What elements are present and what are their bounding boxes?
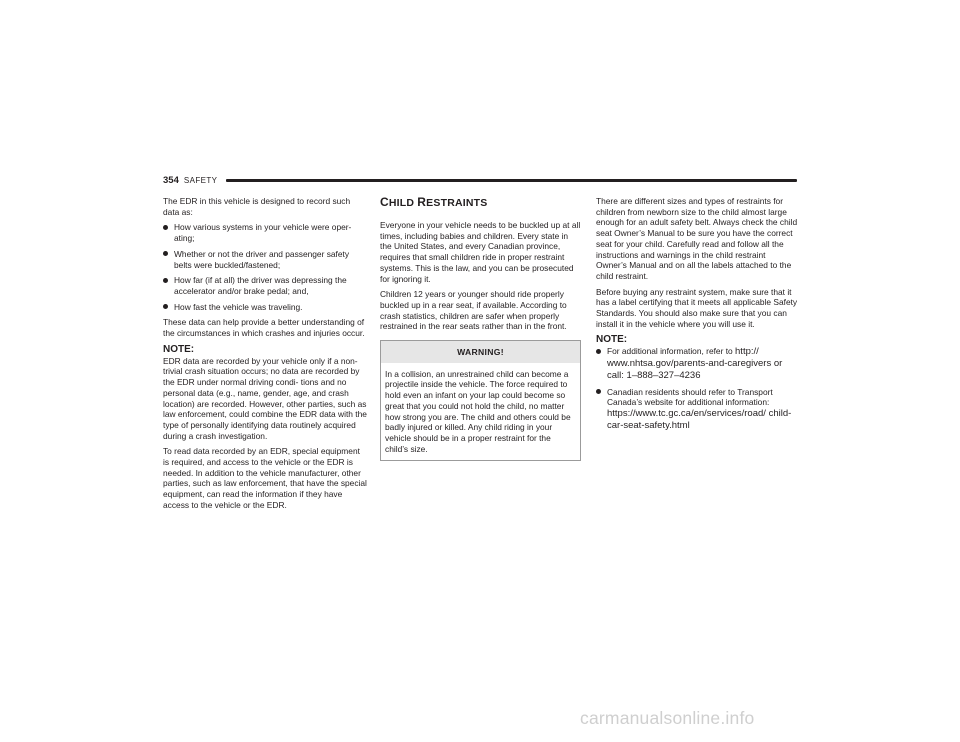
warning-title: WARNING! [381, 341, 580, 363]
watermark: carmanualsonline.info [580, 708, 755, 728]
buying-advice: Before buying any restraint system, make sure that it has a label certifying that it meets all applicable Safety Standards. You should also make sure that you can install it in the vehicle where you will use it. [596, 286, 798, 329]
header-rule [226, 179, 797, 182]
section-title: CHILD RESTRAINTS [380, 195, 488, 209]
bullet-icon [163, 251, 168, 256]
restraints-intro: Everyone in your vehicle needs to be buckled up at all times, including babies and children. Every state in the United States, and every Canadian province, requires that small children ride in proper restraint systems. This is the law, and you can be prosecuted for ignoring it. [380, 220, 581, 284]
bullet-icon [596, 389, 601, 394]
list-item: How various systems in your vehicle were oper- ating; [163, 222, 367, 243]
list-item: For additional information, refer to http:// www.nhtsa.gov/parents-and-caregivers or call: 1–888–327–4236 [596, 346, 798, 381]
edr-purpose: These data can help provide a better understanding of the circumstances in which crashes and injuries occur. [163, 317, 365, 339]
note-heading: NOTE: [596, 334, 628, 346]
edr-intro: The EDR in this vehicle is designed to record such data as: [163, 196, 351, 217]
list-item: Whether or not the driver and passenger safety belts were buckled/fastened; [163, 249, 367, 270]
warning-text: In a collision, an unrestrained child can become a projectile inside the vehicle. The force required to hold even an infant on your lap could become so great that you could not hold the child, no matter how strong you are. The child and others could be badly injured or killed. Any child riding in your vehicle should be in a proper restraint for the child’s size. [385, 368, 571, 454]
note-list [596, 346, 798, 431]
warning-box [380, 340, 581, 461]
bullet-icon [163, 304, 168, 309]
list-item: How fast the vehicle was traveling. [163, 302, 367, 313]
edr-access: To read data recorded by an EDR, special equipment is required, and access to the vehicle or the EDR is needed. In addition to the vehicle manufacturer, other parties, such as law enforcement, that have the special equipment, can read the information if they have access to the vehicle or the EDR. [163, 446, 367, 510]
column-middle [380, 196, 581, 461]
rear-seat-advice: Children 12 years or younger should ride properly buckled up in a rear seat, if available. According to crash statistics, children are safer when properly restrained in the rear seats rather than in the front. [380, 289, 567, 332]
page-number: 354 [163, 174, 179, 186]
page-header [163, 173, 797, 187]
column-left [163, 196, 367, 516]
restraint-types: There are different sizes and types of restraints for children from newborn size to the child almost large enough for an adult safety belt. Always check the child seat Owner’s Manual to be sure you have the correct seat for your child. Carefully read and follow all the instructions and warnings in the child restraint Owner’s Manual and on all the labels attached to the child restraint. [596, 196, 798, 281]
edr-note: EDR data are recorded by your vehicle only if a non-trivial crash situation occurs; no data are recorded by the EDR under normal driving condi- tions and no personal data (e.g., name, gender, age, and crash location) are recorded. However, other parties, such as law enforcement, could combine the EDR data with the type of personally identifying data routinely acquired during a crash investigation. [163, 355, 367, 441]
nhtsa-link: http:// www.nhtsa.gov/parents-and-caregivers or call: 1–888–327–4236 [607, 346, 783, 381]
edr-data-list [163, 222, 367, 312]
section-name: SAFETY [183, 175, 218, 185]
list-item: Canadian residents should refer to Transport Canada’s website for additional information: https://www.tc.gc.ca/en/services/road/ child-car-seat-safety.html [596, 387, 798, 432]
column-right [596, 196, 798, 436]
note-heading: NOTE: [163, 343, 195, 355]
list-item: How far (if at all) the driver was depressing the accelerator and/or brake pedal; and, [163, 275, 367, 296]
bullet-icon [596, 349, 601, 354]
bullet-icon [163, 225, 168, 230]
bullet-icon [163, 278, 168, 283]
transport-canada-link: https://www.tc.gc.ca/en/services/road/ child-car-seat-safety.html [607, 407, 792, 431]
